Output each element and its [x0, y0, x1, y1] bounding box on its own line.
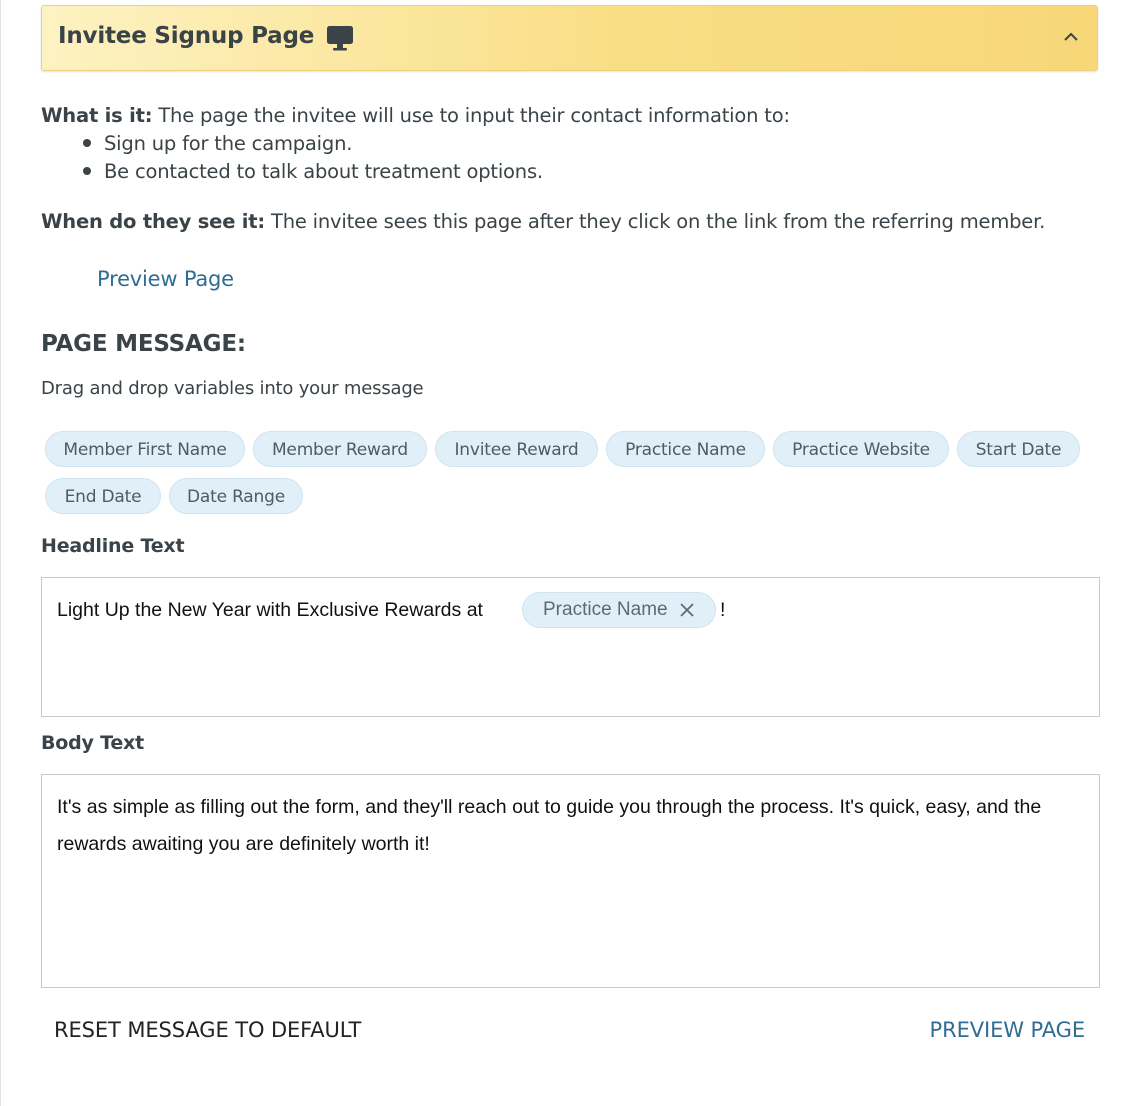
when-text: The invitee sees this page after they click on the link from the referring member. [265, 210, 1046, 233]
bullet-dot [83, 139, 91, 147]
list-item-text: Be contacted to talk about treatment options. [104, 160, 543, 183]
chevron-up-icon[interactable] [1061, 27, 1081, 47]
variable-chip-member-reward[interactable]: Member Reward [253, 431, 427, 467]
variable-chip-date-range[interactable]: Date Range [169, 478, 303, 514]
bullet-dot [83, 167, 91, 175]
reset-message-button[interactable]: RESET MESSAGE TO DEFAULT [54, 1018, 362, 1042]
variable-chip-invitee-reward[interactable]: Invitee Reward [435, 431, 598, 467]
variable-chip-practice-website[interactable]: Practice Website [773, 431, 949, 467]
headline-editor[interactable] [41, 577, 1100, 717]
remove-variable-icon[interactable] [680, 603, 694, 617]
what-is-it [41, 104, 790, 127]
page-message-title: PAGE MESSAGE: [41, 331, 246, 357]
body-editor[interactable] [41, 774, 1100, 988]
inserted-variable-label: Practice Name [543, 599, 668, 620]
variable-chip-end-date[interactable]: End Date [45, 478, 161, 514]
variable-chip-practice-name[interactable]: Practice Name [606, 431, 765, 467]
list-item [83, 160, 543, 183]
body-text: It's as simple as filling out the form, and they'll reach out to guide you through the process. It's quick, easy, and the rewards awaiting you are definitely worth it! [57, 796, 1042, 855]
list-item-text: Sign up for the campaign. [104, 132, 353, 155]
preview-page-link[interactable]: Preview Page [97, 267, 234, 291]
inserted-variable-chip[interactable] [522, 592, 716, 628]
headline-punctuation: ! [720, 599, 726, 621]
preview-page-button[interactable]: PREVIEW PAGE [929, 1018, 1085, 1042]
panel-border [0, 0, 1, 1106]
headline-text: Light Up the New Year with Exclusive Rewards at [57, 599, 483, 621]
headline-label: Headline Text [41, 535, 185, 557]
when-label: When do they see it: [41, 210, 266, 233]
variable-chip-member-first-name[interactable]: Member First Name [45, 431, 245, 467]
what-text: The page the invitee will use to input their contact information to: [152, 104, 790, 127]
list-item [83, 132, 352, 155]
drag-drop-hint: Drag and drop variables into your message [41, 378, 424, 399]
when-do-they-see-it [41, 210, 1045, 233]
what-label: What is it: [41, 104, 153, 127]
desktop-icon [325, 23, 355, 53]
body-label: Body Text [41, 732, 144, 754]
variable-chip-start-date[interactable]: Start Date [957, 431, 1080, 467]
section-header[interactable] [41, 5, 1098, 71]
section-title: Invitee Signup Page [58, 23, 315, 49]
